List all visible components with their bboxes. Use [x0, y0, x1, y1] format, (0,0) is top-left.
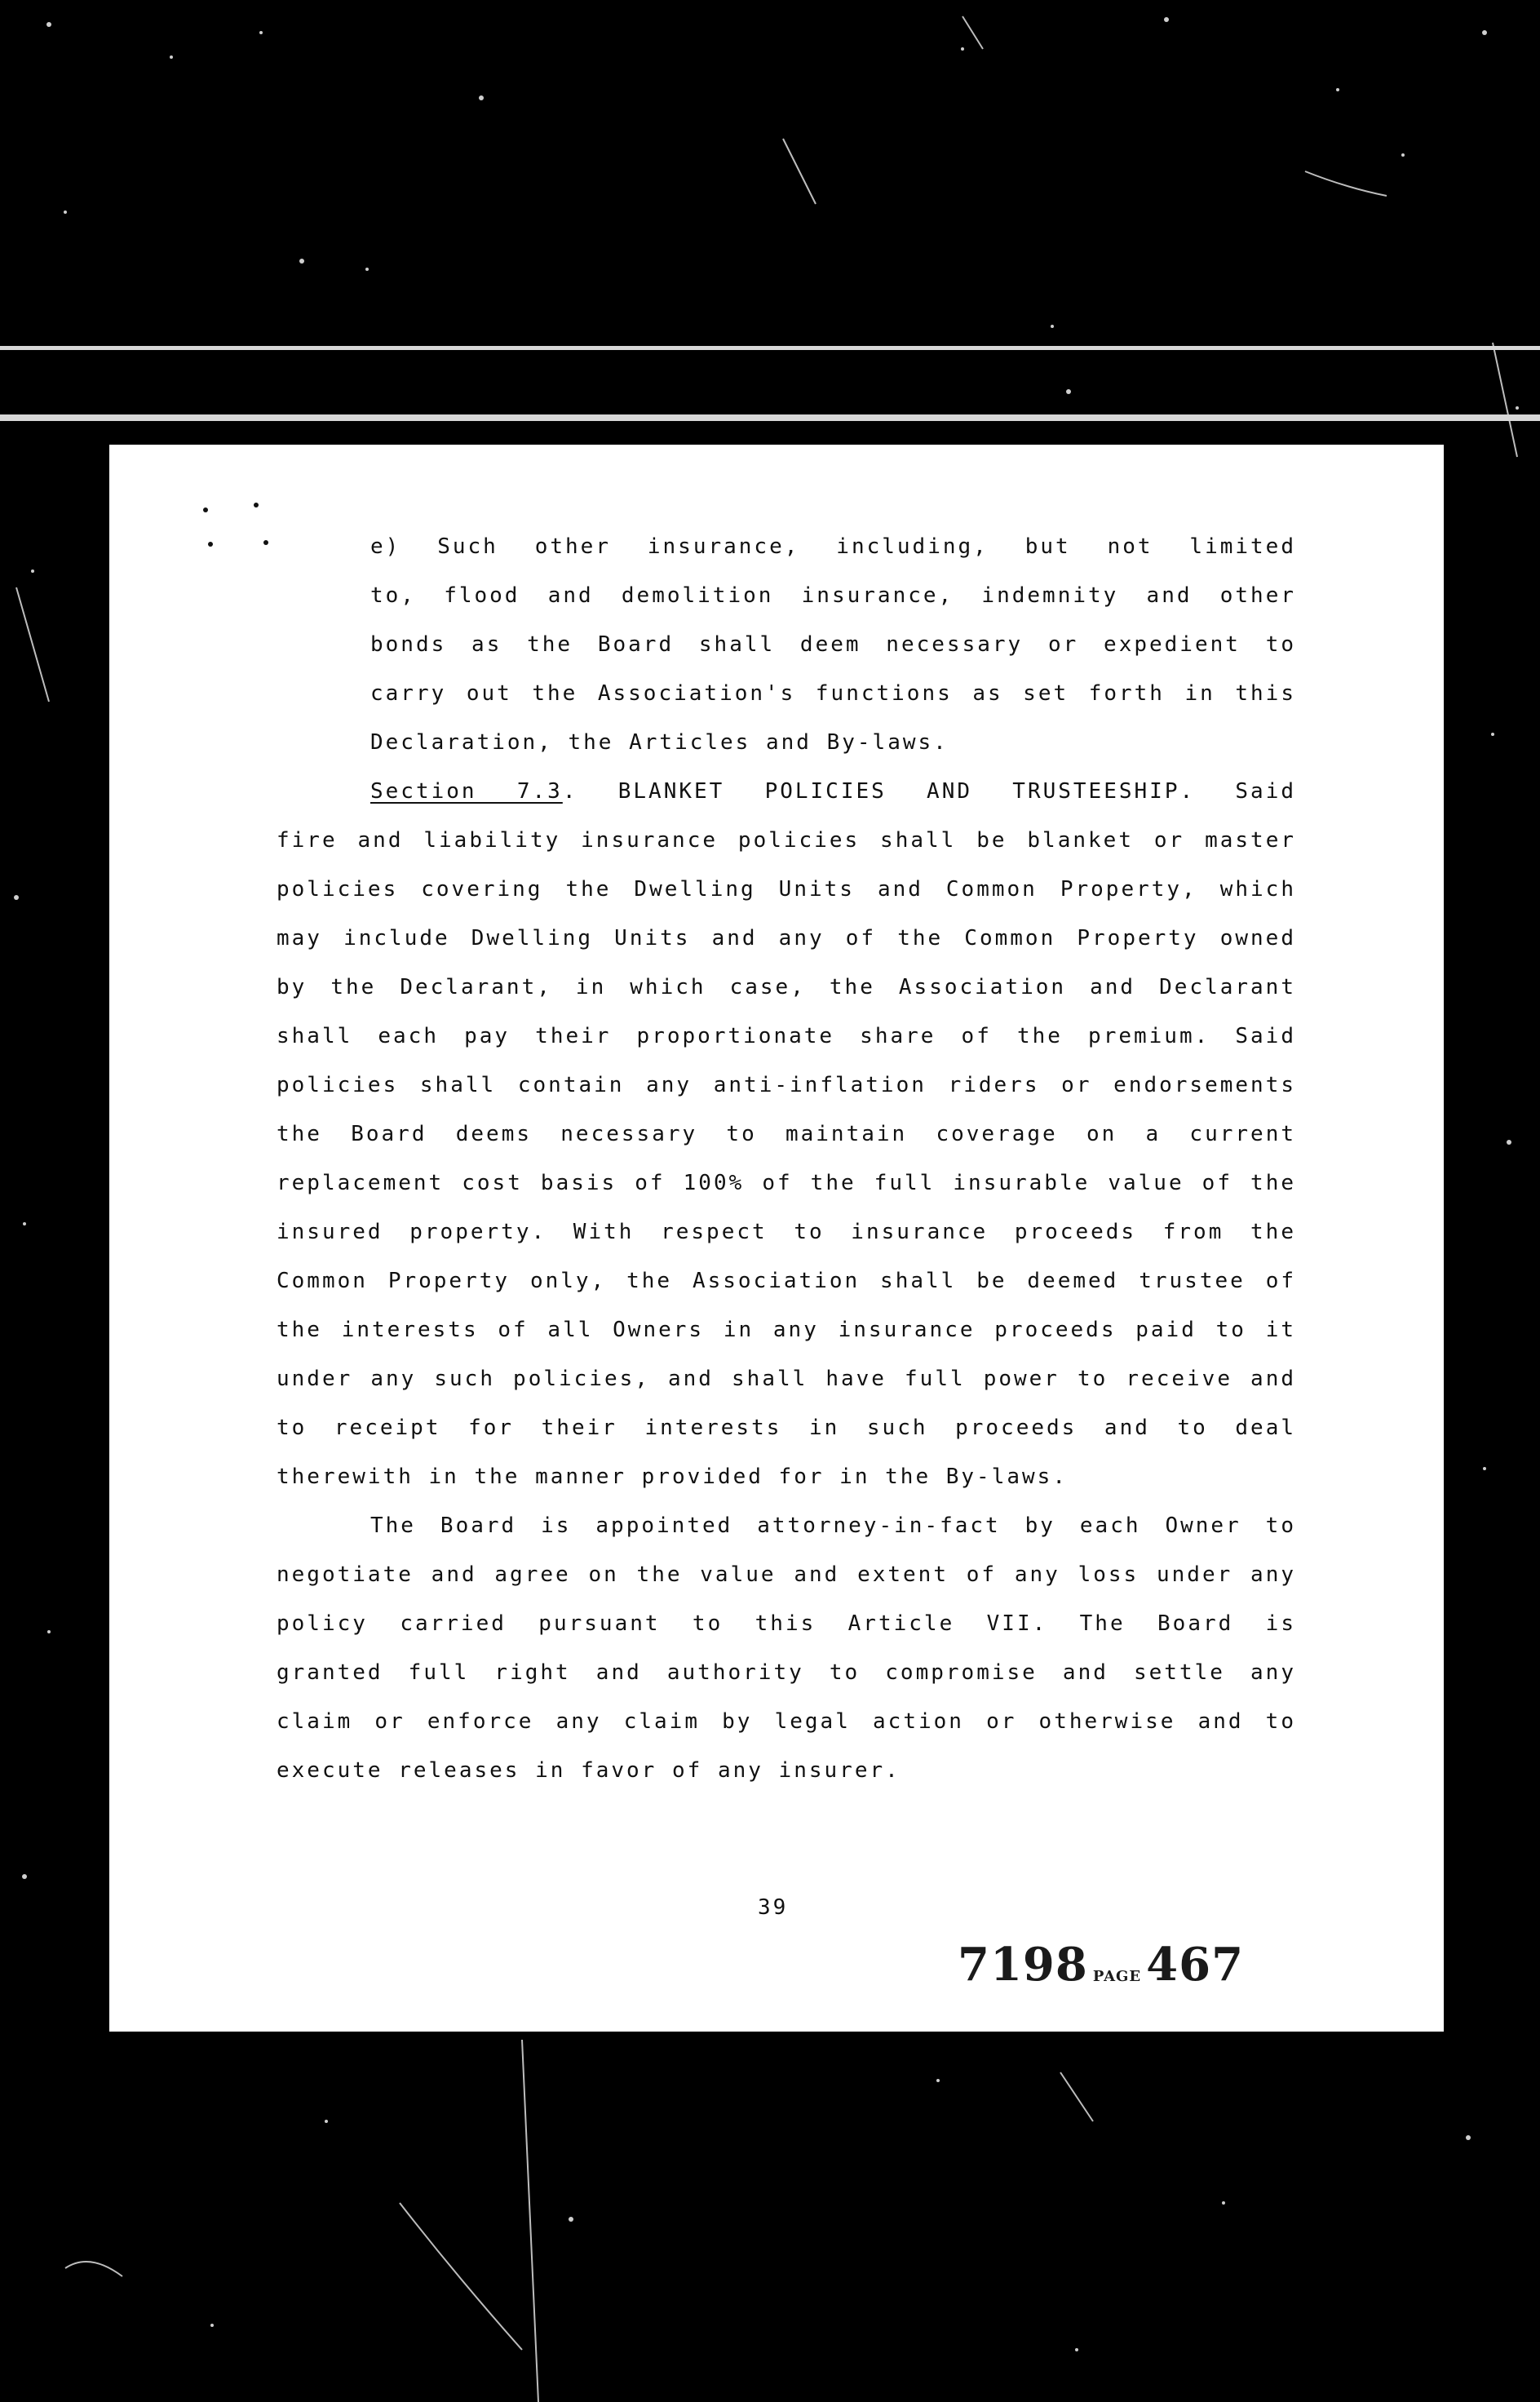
text-line: Common Property only, the Association shall be deemed trustee of: [277, 1269, 1296, 1293]
text-line: under any such policies, and shall have full power to receive and: [277, 1367, 1296, 1391]
section-label: Section 7.3: [370, 779, 563, 804]
text-line: replacement cost basis of 100% of the full insurable value of the: [277, 1171, 1296, 1195]
text-line: to, flood and demolition insurance, indemnity and other: [370, 583, 1296, 608]
text-line: execute releases in favor of any insurer.: [277, 1758, 901, 1783]
text-line: Declaration, the Articles and By-laws.: [370, 730, 949, 755]
text-line: negotiate and agree on the value and extent of any loss under any: [277, 1562, 1296, 1587]
text-line: insured property. With respect to insurance proceeds from the: [277, 1220, 1296, 1244]
text-line: policies shall contain any anti-inflation riders or endorsements: [277, 1073, 1296, 1097]
text-line: may include Dwelling Units and any of the Common Property owned: [277, 926, 1296, 951]
stamp-page-label: PAGE: [1092, 1968, 1142, 1985]
scan-artifact-line-lower: [0, 414, 1540, 421]
text-line: e) Such other insurance, including, but not limited: [370, 534, 1296, 559]
text-line: therewith in the manner provided for in the By-laws.: [277, 1465, 1068, 1489]
text-line: bonds as the Board shall deem necessary or expedient to: [370, 632, 1296, 657]
scan-artifact-line-upper: [0, 346, 1540, 350]
text-line: to receipt for their interests in such proceeds and to deal: [277, 1416, 1296, 1440]
text-line: carry out the Association's functions as set forth in this: [370, 681, 1296, 706]
scan-speck-marks: [199, 502, 297, 551]
text-line: granted full right and authority to compromise and settle any: [277, 1660, 1296, 1685]
text-line: policies covering the Dwelling Units and Common Property, which: [277, 877, 1296, 902]
text-line: policy carried pursuant to this Article VII. The Board is: [277, 1611, 1296, 1636]
document-page: [109, 445, 1444, 2032]
page-number: 39: [758, 1895, 789, 1920]
text-line: claim or enforce any claim by legal action or otherwise and to: [277, 1709, 1296, 1734]
text-line: by the Declarant, in which case, the Association and Declarant: [277, 975, 1296, 999]
text-line: the interests of all Owners in any insurance proceeds paid to it: [277, 1318, 1296, 1342]
section-heading-text: . BLANKET POLICIES AND TRUSTEESHIP. Said: [562, 779, 1297, 804]
text-line: The Board is appointed attorney-in-fact by each Owner to: [370, 1513, 1296, 1538]
text-line: shall each pay their proportionate share of the premium. Said: [277, 1024, 1296, 1048]
text-line: the Board deems necessary to maintain coverage on a current: [277, 1122, 1296, 1146]
stamp-page-number: 467: [1146, 1938, 1245, 1992]
section-heading-line: [370, 775, 1296, 808]
text-line: fire and liability insurance policies shall be blanket or master: [277, 828, 1296, 853]
recording-stamp: [958, 1938, 1244, 1992]
stamp-book-number: 7198: [958, 1938, 1088, 1992]
